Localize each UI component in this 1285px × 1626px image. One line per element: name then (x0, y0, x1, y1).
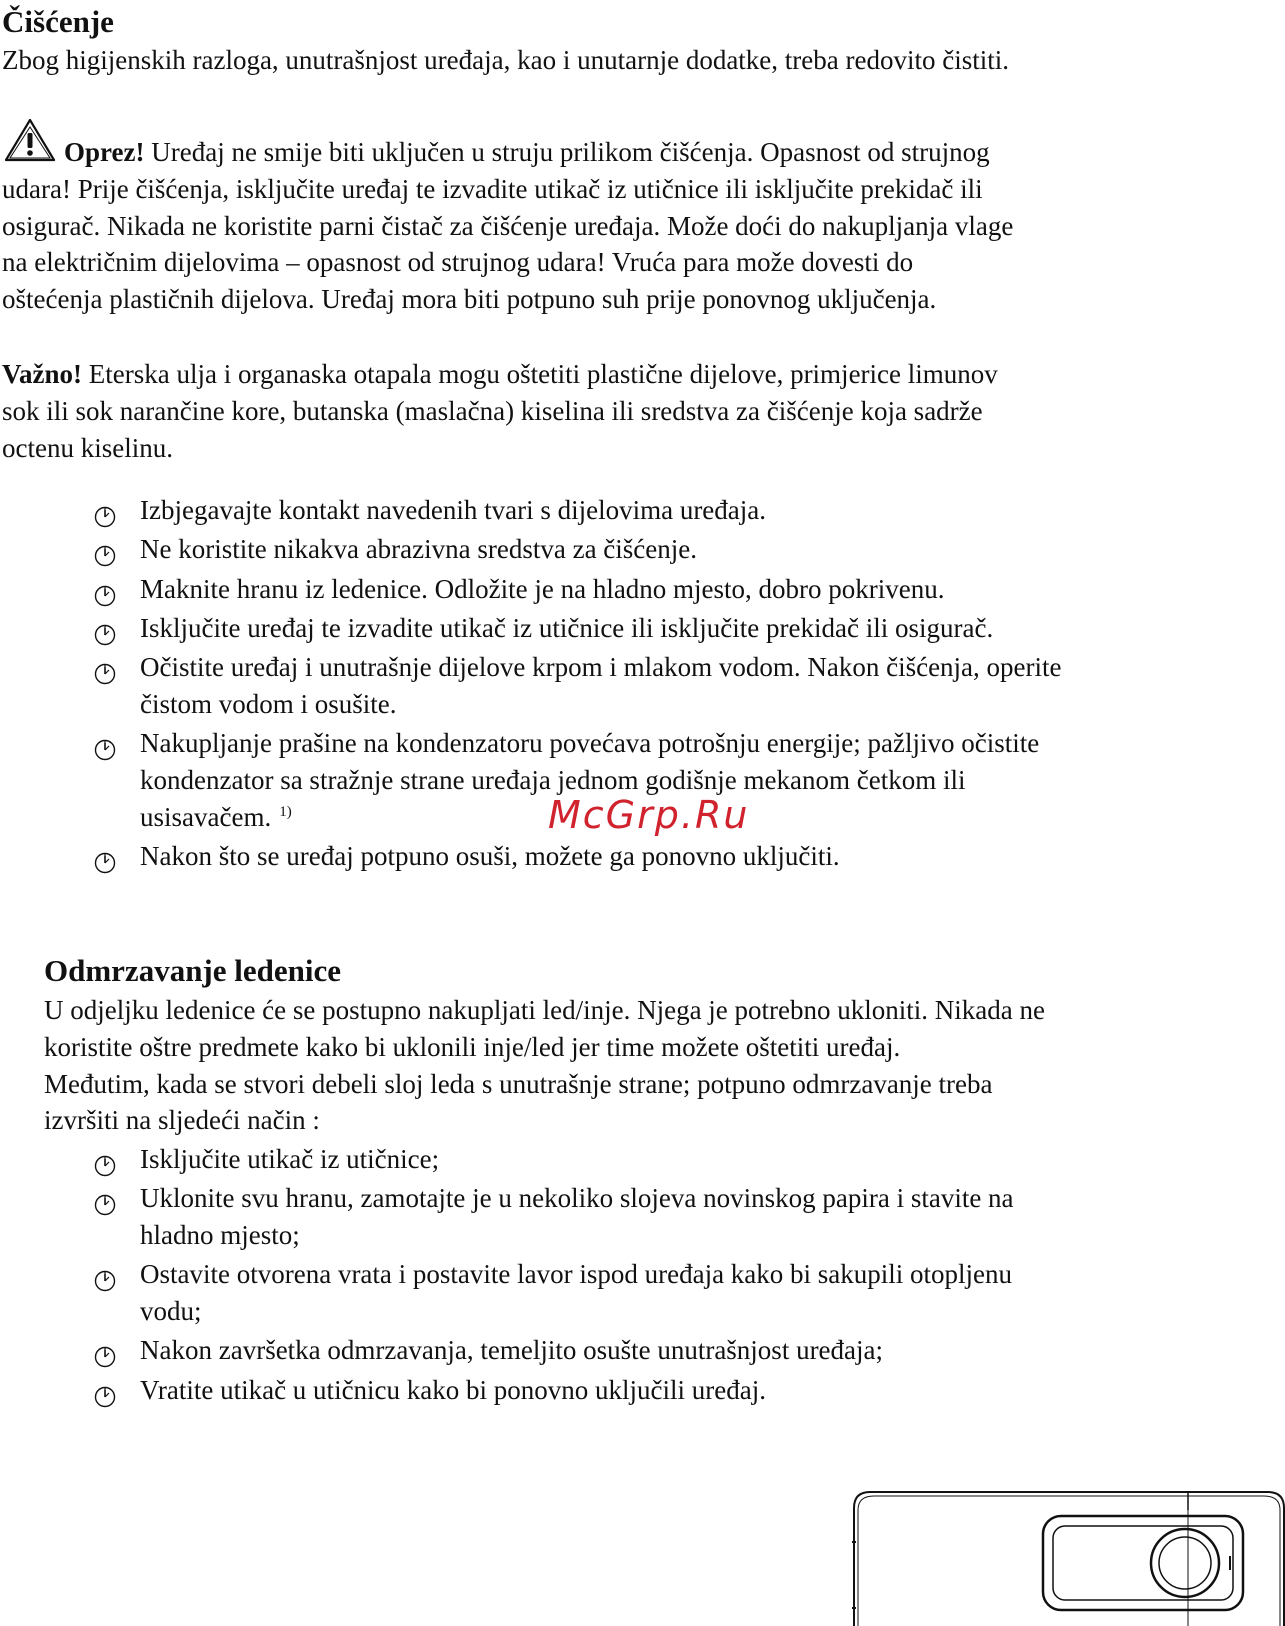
watermark: McGrp.Ru (548, 793, 750, 837)
important-line-2: sok ili sok narančine kore, butanska (maslačna) kiselina ili sredstva za čišćenje koja sadrže (2, 395, 983, 426)
clock-bullet-icon (94, 1381, 116, 1403)
list-item: Nakon što se uređaj potpuno osuši, možete ga ponovno uključiti. (94, 838, 1062, 875)
clock-bullet-icon (94, 501, 116, 523)
list-item: Očistite uređaj i unutrašnje dijelove krpom i mlakom vodom. Nakon čišćenja, operite čistom vodom i osušite. (94, 649, 1062, 723)
defrost-paragraph (44, 992, 1045, 1139)
defrost-steps-list (94, 1141, 1014, 1411)
important-paragraph (2, 356, 998, 466)
list-item: Isključite uređaj te izvadite utikač iz utičnice ili isključite prekidač ili osigurač. (94, 610, 1062, 647)
clock-bullet-icon (94, 1265, 116, 1287)
caution-line-4: na električnim dijelovima – opasnost od strujnog udara! Vruća para može dovesti do (2, 247, 914, 278)
list-item: Isključite utikač iz utičnice; (94, 1141, 1014, 1178)
defrost-line-1: U odjeljku ledenice će se postupno nakupljati led/inje. Njega je potrebno ukloniti. Nikada ne (44, 995, 1045, 1025)
clock-bullet-icon (94, 1341, 116, 1363)
clock-bullet-icon (94, 847, 116, 869)
defrost-title: Odmrzavanje ledenice (44, 953, 342, 988)
clock-bullet-icon (94, 580, 116, 602)
defrost-line-4: izvršiti na sljedeći način : (44, 1105, 320, 1136)
list-item: Uklonite svu hranu, zamotajte je u nekoliko slojeva novinskog papira i stavite na hladno mjesto; (94, 1180, 1014, 1254)
caution-line-1: Oprez! Uređaj ne smije biti uključen u struju prilikom čišćenja. Opasnost od strujnog (64, 137, 990, 167)
list-item: Nakon završetka odmrzavanja, temeljito osušte unutrašnjost uređaja; (94, 1332, 1014, 1369)
footnote-mark: 1) (279, 803, 292, 820)
appliance-illustration (848, 1490, 1285, 1626)
caution-line-2: udara! Prije čišćenja, isključite uređaj te izvadite utikač iz utičnice ili isključite prekidač ili (2, 173, 983, 204)
clock-bullet-icon (94, 619, 116, 641)
cleaning-intro: Zbog higijenskih razloga, unutrašnjost uređaja, kao i unutarnje dodatke, treba redovito čistiti. (2, 45, 1009, 75)
caution-line-3: osigurač. Nikada ne koristite parni čistač za čišćenje uređaja. Može doći do nakupljanja vlage (2, 210, 1014, 241)
important-line-3: octenu kiselinu. (2, 432, 173, 463)
list-item: Maknite hranu iz ledenice. Odložite je na hladno mjesto, dobro pokrivenu. (94, 571, 1062, 608)
list-item: Ostavite otvorena vrata i postavite lavor ispod uređaja kako bi sakupili otopljenu vodu; (94, 1256, 1014, 1330)
clock-bullet-icon (94, 1189, 116, 1211)
cleaning-title: Čišćenje (2, 4, 114, 39)
clock-bullet-icon (94, 734, 116, 756)
important-label: Važno! (2, 359, 83, 389)
caution-paragraph (2, 134, 1013, 318)
important-line-1: Važno! Eterska ulja i organaska otapala mogu oštetiti plastične dijelove, primjerice limunov (2, 359, 998, 389)
list-item: Vratite utikač u utičnicu kako bi ponovno uključili uređaj. (94, 1372, 1014, 1409)
list-item: Nakupljanje prašine na kondenzatoru povećava potrošnju energije; pažljivo očistite kondenzator sa stražnje strane uređaja jednom godišnje mekanom četkom ili usisavačem. $^{1)}$ (94, 725, 1062, 835)
clock-bullet-icon (94, 658, 116, 680)
clock-bullet-icon (94, 1150, 116, 1172)
caution-label: Oprez! (64, 137, 145, 167)
defrost-line-2: koristite oštre predmete kako bi uklonili inje/led jer time možete oštetiti uređaj. (44, 1031, 901, 1062)
caution-line-5: oštećenja plastičnih dijelova. Uređaj mora biti potpuno suh prije ponovnog uključenja. (2, 284, 937, 315)
defrost-line-3: Međutim, kada se stvori debeli sloj leda s unutrašnje strane; potpuno odmrzavanje treba (44, 1068, 993, 1099)
list-item: Izbjegavajte kontakt navedenih tvari s dijelovima uređaja. (94, 492, 1062, 529)
clock-bullet-icon (94, 540, 116, 562)
list-item: Ne koristite nikakva abrazivna sredstva za čišćenje. (94, 531, 1062, 568)
